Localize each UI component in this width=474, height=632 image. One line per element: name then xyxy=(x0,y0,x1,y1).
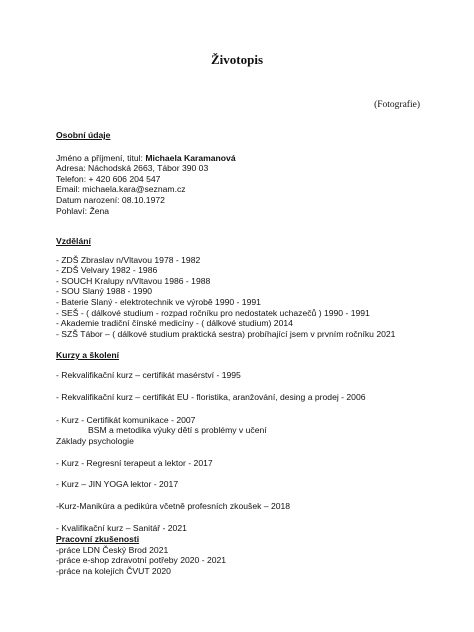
education-item: - SEŠ - ( dálkové studium - rozpad ročníku pro nedostatek uchazečů ) 1990 - 1991 xyxy=(56,307,370,318)
personal-section xyxy=(56,130,456,216)
course-item-detail: BSM a metodika výuky dětí s problémy v učení xyxy=(88,425,267,436)
personal-heading: Osobní údaje xyxy=(56,130,111,140)
course-item: - Rekvalifikační kurz – certifikát EU - floristika, aranžování, desing a prodej - 2006 xyxy=(56,392,366,403)
photo-placeholder: (Fotografie) xyxy=(374,100,420,110)
address-line: Adresa: Náchodská 2663, Tábor 390 03 xyxy=(56,163,209,174)
experience-item: -práce na kolejích ČVUT 2020 xyxy=(56,565,171,576)
courses-heading: Kurzy a školení xyxy=(56,350,120,360)
course-item: - Rekvalifikační kurz – certifikát masérství - 1995 xyxy=(56,369,241,380)
birth-line: Datum narození: 08.10.1972 xyxy=(56,194,165,205)
education-item: - Baterie Slaný - elektrotechnik ve výrobě 1990 - 1991 xyxy=(56,296,261,307)
experience-section xyxy=(56,534,456,576)
education-item: - SOU Slaný 1988 - 1990 xyxy=(56,286,153,297)
education-section xyxy=(56,236,456,339)
course-item: - Kurz – JIN YOGA lektor - 2017 xyxy=(56,479,179,490)
gender-line: Pohlaví: Žena xyxy=(56,205,110,216)
education-item: - SOUCH Kralupy n/Vltavou 1986 - 1988 xyxy=(56,275,211,286)
course-item: -Kurz-Manikúra a pedikúra včetně profesních zkoušek – 2018 xyxy=(56,500,291,511)
phone-line: Telefon: + 420 606 204 547 xyxy=(56,173,161,184)
course-item-detail: Základy psychologie xyxy=(56,435,134,446)
education-heading: Vzdělání xyxy=(56,236,91,246)
experience-heading: Pracovní zkušenosti xyxy=(56,534,140,544)
education-item: - Akademie tradiční čínské medicíny - ( dálkové studium) 2014 xyxy=(56,318,293,329)
education-item: - ZDŠ Zbraslav n/Vltavou 1978 - 1982 xyxy=(56,254,201,265)
name-line xyxy=(56,153,456,164)
education-item: - ZDŠ Velvary 1982 - 1986 xyxy=(56,265,158,276)
name-label: Jméno a příjmení, titul: xyxy=(56,152,146,163)
course-item: - Kvalifikační kurz – Sanitář - 2021 xyxy=(56,523,187,534)
document-title: Životopis xyxy=(210,52,263,67)
courses-section xyxy=(56,350,456,534)
course-item: - Kurz - Certifikát komunikace - 2007 xyxy=(56,414,196,425)
education-item: - SZŠ Tábor – ( dálkové studium praktická sestra) probíhající jsem v prvním ročníku 2021 xyxy=(56,328,396,339)
course-item: - Kurz - Regresní terapeut a lektor - 2017 xyxy=(56,457,213,468)
experience-item: -práce e-shop zdravotní potřeby 2020 - 2021 xyxy=(56,555,227,566)
experience-item: -práce LDN Český Brod 2021 xyxy=(56,544,169,555)
email-line: Email: michaela.kara@seznam.cz xyxy=(56,184,186,195)
name-value: Michaela Karamanová xyxy=(145,152,236,163)
